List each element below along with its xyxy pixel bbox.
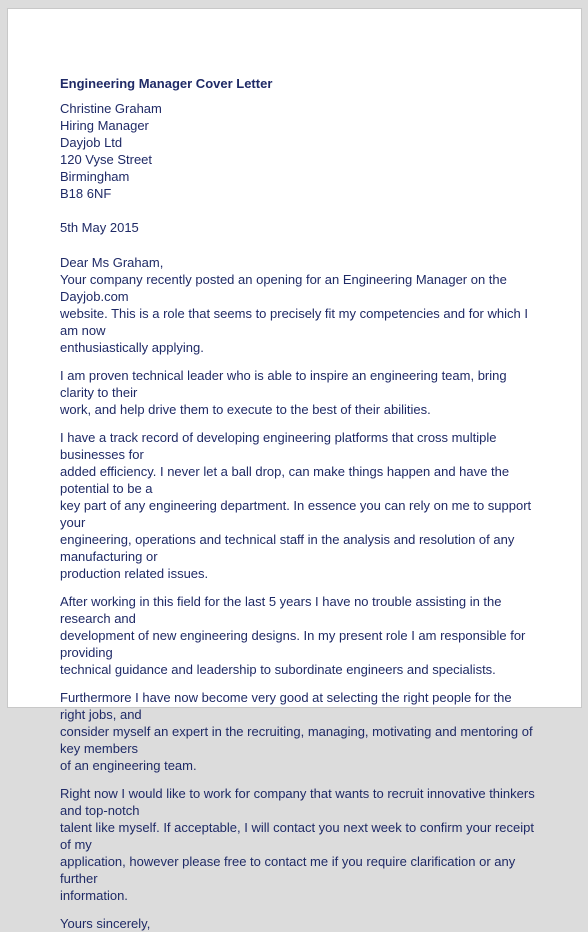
- paragraph-line: I am proven technical leader who is able to inspire an engineering team, bring clarity to their: [60, 368, 507, 400]
- address-line-name: Christine Graham: [60, 101, 162, 116]
- letter-date: 5th May 2015: [60, 220, 139, 235]
- paragraph-line: I have a track record of developing engineering platforms that cross multiple businesses for: [60, 430, 497, 462]
- address-line-street: 120 Vyse Street: [60, 152, 153, 167]
- paragraph-line: Your company recently posted an opening for an Engineering Manager on the Dayjob.com: [60, 272, 507, 304]
- paragraph-experience: [60, 593, 540, 678]
- paragraph-line: website. This is a role that seems to precisely fit my competencies and for which I am now: [60, 306, 528, 338]
- paragraph-line: added efficiency. I never let a ball drop, can make things happen and have the potential to be a: [60, 464, 510, 496]
- address-line-city: Birmingham: [60, 169, 130, 184]
- paragraph-line: work, and help drive them to execute to the best of their abilities.: [60, 402, 431, 417]
- address-line-position: Hiring Manager: [60, 118, 149, 133]
- paragraph-line: production related issues.: [60, 566, 209, 581]
- address-line-company: Dayjob Ltd: [60, 135, 123, 150]
- paragraph-recruiting: [60, 689, 540, 774]
- sign-off: Yours sincerely,: [60, 916, 151, 931]
- paragraph-closing-request: [60, 785, 540, 904]
- paragraph-line: consider myself an expert in the recruiting, managing, motivating and mentoring of key members: [60, 724, 533, 756]
- paragraph-line: After working in this field for the last 5 years I have no trouble assisting in the research and: [60, 594, 502, 626]
- paragraph-line: Right now I would like to work for company that wants to recruit innovative thinkers and top-notch: [60, 786, 535, 818]
- paragraph-line: application, however please free to contact me if you require clarification or any further: [60, 854, 516, 886]
- paragraph-line: talent like myself. If acceptable, I will contact you next week to confirm your receipt of my: [60, 820, 534, 852]
- letter-title: Engineering Manager Cover Letter: [60, 76, 273, 91]
- paragraph-line: of an engineering team.: [60, 758, 197, 773]
- paragraph-intro: [60, 271, 540, 356]
- recipient-address: [60, 100, 540, 202]
- paragraph-line: engineering, operations and technical staff in the analysis and resolution of any manufacturing or: [60, 532, 515, 564]
- paragraph-line: information.: [60, 888, 128, 903]
- paragraph-line: Furthermore I have now become very good at selecting the right people for the right jobs, and: [60, 690, 512, 722]
- paragraph-track-record: [60, 429, 540, 582]
- paragraph-line: enthusiastically applying.: [60, 340, 204, 355]
- letter-body: [60, 75, 540, 932]
- document-page: [7, 8, 582, 931]
- paragraph-line: technical guidance and leadership to subordinate engineers and specialists.: [60, 662, 496, 677]
- paragraph-line: key part of any engineering department. In essence you can rely on me to support your: [60, 498, 532, 530]
- paragraph-line: development of new engineering designs. In my present role I am responsible for providing: [60, 628, 526, 660]
- paragraph-leadership: [60, 367, 540, 418]
- salutation: Dear Ms Graham,: [60, 255, 164, 270]
- address-line-postcode: B18 6NF: [60, 186, 112, 201]
